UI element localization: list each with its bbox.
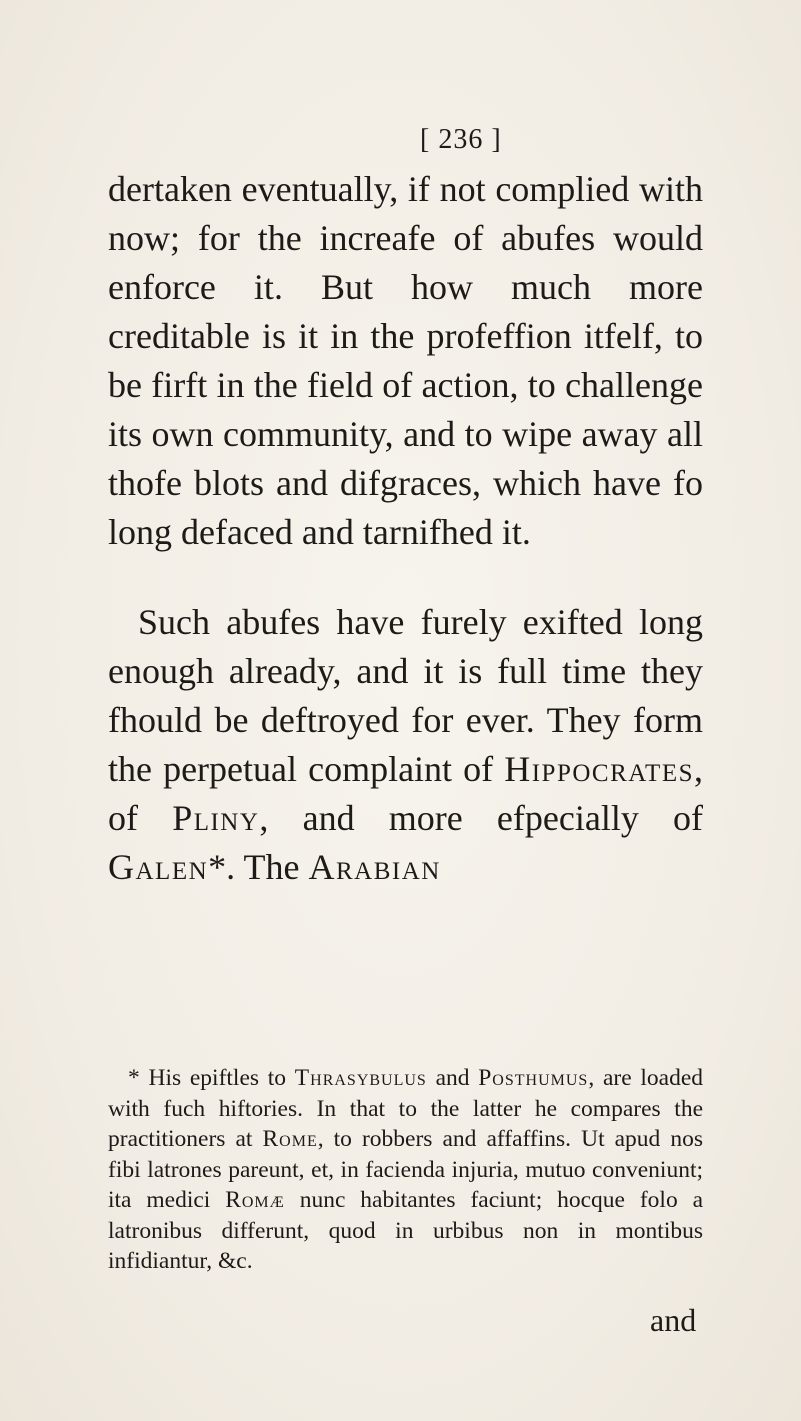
page-number: [ 236 ] (420, 124, 502, 155)
main-text (108, 165, 703, 892)
footnote-segment: , are loaded with fuch hiftories. In that to the latter he compares the practitioners at (108, 1065, 703, 1152)
name-galen: Galen (108, 847, 209, 887)
catchword: and (650, 1302, 697, 1338)
paragraph-2 (108, 598, 703, 892)
text-segment: , and more efpecially of (259, 798, 704, 838)
text-segment: Such abufes have furely exifted long enough already, and it is full time they fhould be deftroyed for ever. They form the perpetual complaint of (108, 602, 703, 789)
name-arabian: Arabian (308, 847, 441, 887)
footnote-segment: and (426, 1065, 479, 1091)
footnote-segment: nunc habitantes faciunt; hocque folo a latronibus differunt, quod in urbibus non in montibus infidiantur, &c. (108, 1187, 703, 1274)
paragraph-1 (108, 165, 703, 557)
footnote (108, 1063, 703, 1277)
text-segment: , of (108, 749, 703, 838)
footnote-text (108, 1063, 703, 1277)
text-segment: dertaken eventually, if not complied with now; for the increafe of abufes would enforce it. But how much more creditable is it in the profeffion itfelf, to be firft in the field of action, to challenge its own community, and to wipe away all thofe blots and difgraces, which have fo long defaced and tarnifhed it. (108, 169, 703, 552)
name-rome: Rome (262, 1126, 318, 1152)
name-pliny: Pliny (172, 798, 260, 838)
name-hippocrates: Hippocrates (504, 749, 694, 789)
name-thrasybulus: Thrasybulus (294, 1065, 427, 1091)
name-posthumus: Posthumus (478, 1065, 589, 1091)
text-segment: *. The (208, 847, 309, 887)
name-romae: Romæ (225, 1187, 285, 1213)
footnote-segment: * His epiftles to (128, 1065, 295, 1091)
footnote-segment: , to robbers and affaffins. Ut apud nos fibi latrones pareunt, et, in facienda injuria, mutuo conveniunt; ita medici (108, 1126, 703, 1213)
